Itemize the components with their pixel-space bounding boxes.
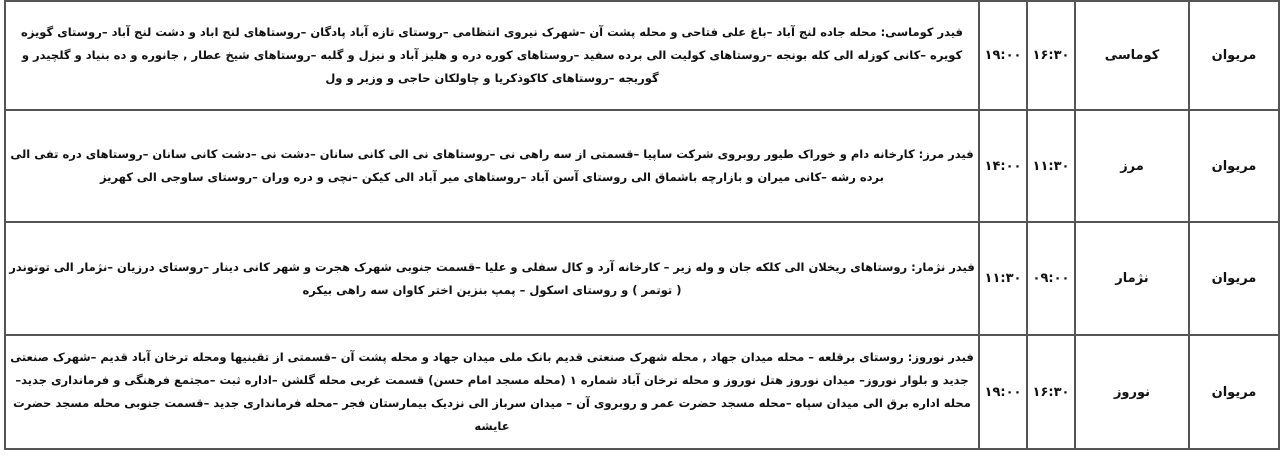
feeder-description-cell: فیدر نژمار: روستاهای ریخلان الی کلکه جان و وله زیر – کارخانه آرد و کال سفلی و علیا –قسمت جنوبی شهرک هجرت و شهر کانی دینار –روستای درزیان –نژمار الی توتوندر ( توتمر ) و روستای اسکول – پمپ بنزین اختر کاوان سه راهی بیکره [5,222,979,335]
city-cell: مریوان [1189,335,1279,449]
feeder-description-cell: فیدر کوماسی: محله جاده لنج آباد –باغ علی فتاحی و محله پشت آن –شهرک نیروی انتظامی –روستای تازه آباد پادگان –روستاهای لنج اباد و دشت لنج آباد –روستای گویزه کویره –کانی کوزله الی کله بونجه –روستاهای کولیت الی برده سفید –روستاهای کوره دره و هلیز آباد و نیزل و گلبه –روستاهای شیخ عطار , جانوره و ده بنیاد و گلچیدر و گوریجه –روستاهای کاکوذکریا و چاولکان حاجی و وزیر و ول [5,1,979,110]
end-time-cell [979,110,1027,222]
start-time-cell [1027,222,1075,335]
area-cell: نوروز [1075,335,1189,449]
city-cell: مریوان [1189,1,1279,110]
end-time: ۱۹:۰۰ [984,48,1022,63]
start-time-cell [1027,335,1075,449]
start-time: ۱۶:۳۰ [1032,48,1070,63]
end-time: ۱۴:۰۰ [984,158,1022,174]
start-time: ۰۹:۰۰ [1032,271,1070,286]
city-cell: مریوان [1189,222,1279,335]
end-time-cell [979,335,1027,449]
start-time: ۱۶:۳۰ [1032,384,1070,400]
end-time-cell [979,1,1027,110]
area-cell: مرز [1075,110,1189,222]
table-row [5,335,1279,449]
table-row [5,110,1279,222]
start-time-cell [1027,1,1075,110]
table-row [5,1,1279,110]
feeder-description-cell: فیدر مرز: کارخانه دام و خوراک طیور روبروی شرکت ساپیا –قسمتی از سه راهی نی –روستاهای نی الی کانی سانان –دشت نی –دشت کانی سانان –روستاهای دره تفی الی برده رشه –کانی میران و بازارچه باشماق الی روستای آسن آباد –روستاهای میر آباد الی کیکن –نچی و دره وران –روستای ساوجی الی کهریز [5,110,979,222]
area-cell: نژمار [1075,222,1189,335]
end-time-cell [979,222,1027,335]
end-time: ۱۱:۳۰ [984,271,1022,286]
start-time: ۱۱:۳۰ [1032,158,1070,174]
outage-schedule-table [4,0,1280,450]
area-cell: کوماسی [1075,1,1189,110]
table-row [5,222,1279,335]
end-time: ۱۹:۰۰ [984,384,1022,400]
city-cell: مریوان [1189,110,1279,222]
start-time-cell [1027,110,1075,222]
feeder-description-cell: فیدر نوروز: روستای برقلعه – محله میدان جهاد , محله شهرک صنعتی قدیم بانک ملی میدان جهاد و محله پشت آن –قسمتی از تقینیها ومحله ترخان آباد قدیم –شهرک صنعتی جدید و بلوار نوروز– میدان نوروز هتل نوروز و محله ترخان آباد شماره ۱ (محله مسجد امام حسن) قسمت غربی محله گلشن –اداره ثبت –مجتمع فرهنگی و فرمانداری جدید– محله اداره برق الی میدان سپاه –محله مسجد حضرت عمر و روبروی آن – میدان سرباز الی نزدیک بیمارستان فجر –محله فرمانداری جدید –قسمت جنوبی محله مسجد حضرت عایشه [5,335,979,449]
